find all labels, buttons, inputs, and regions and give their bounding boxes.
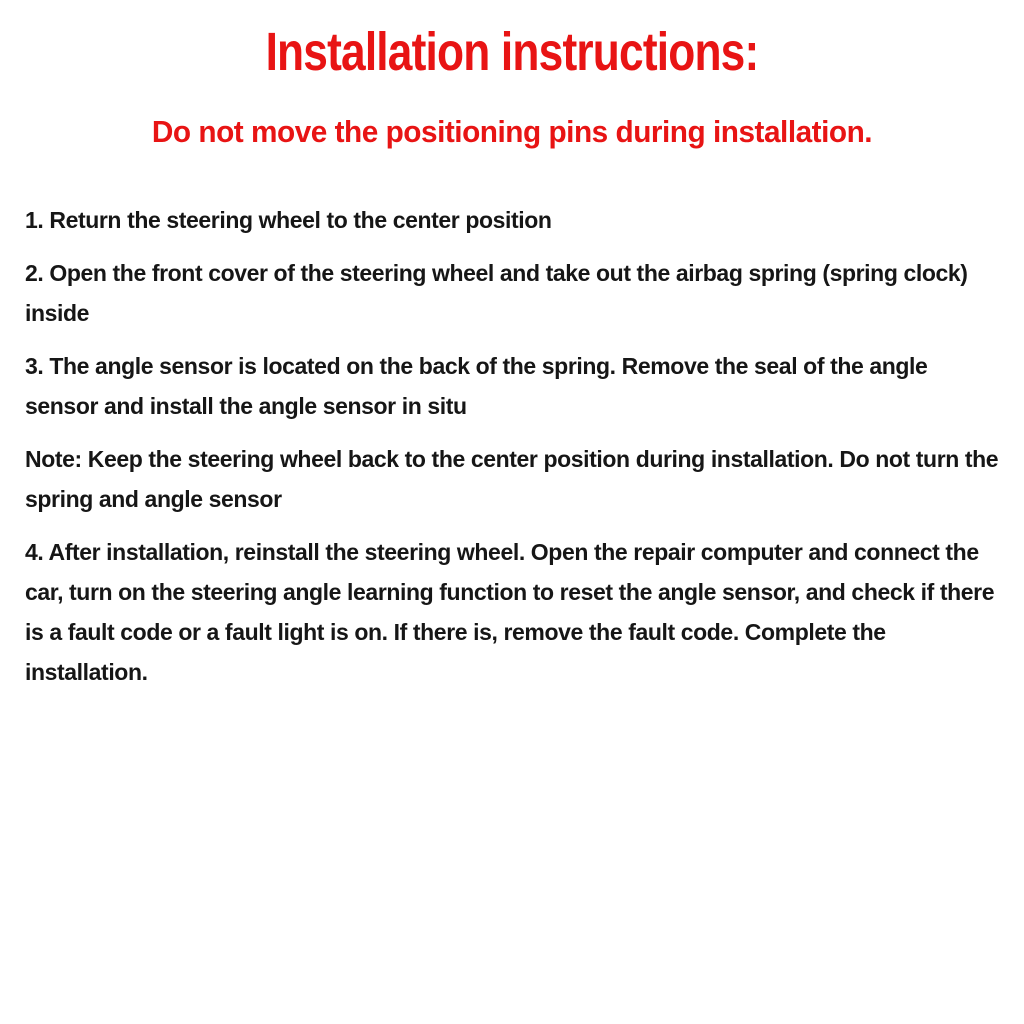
instruction-paragraph: Note: Keep the steering wheel back to the center position during installation. Do not turn the spring and angle sensor bbox=[25, 446, 999, 513]
instruction-paragraph: 2. Open the front cover of the steering wheel and take out the airbag spring (spring clock) inside bbox=[25, 260, 968, 327]
page-subtitle: Do not move the positioning pins during installation. bbox=[151, 114, 873, 150]
instruction-paragraph: 4. After installation, reinstall the steering wheel. Open the repair computer and connect the car, turn on the steering angle learning function to reset the angle sensor, and check if there is a fault code or a fault light is on. If there is, remove the fault code. Complete the installation. bbox=[25, 539, 995, 686]
instruction-paragraph: 1. Return the steering wheel to the center position bbox=[25, 207, 552, 234]
page-title: Installation instructions: bbox=[265, 22, 759, 82]
instruction-paragraph: 3. The angle sensor is located on the back of the spring. Remove the seal of the angle sensor and install the angle sensor in situ bbox=[25, 353, 928, 420]
instructions-body bbox=[0, 200, 1024, 692]
